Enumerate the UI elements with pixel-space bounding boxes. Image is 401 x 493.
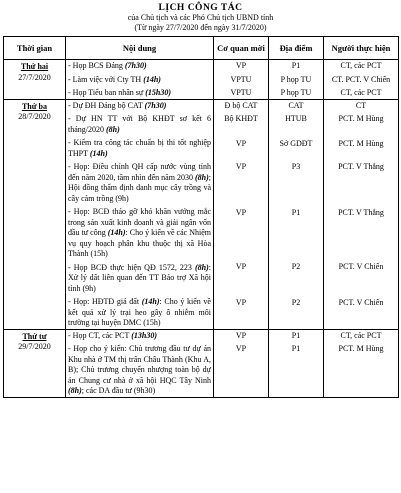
activity-post: ; Hội đồng thẩm định danh mục cây trồng và cây cảm trồng (9h) bbox=[68, 172, 211, 203]
cell-content bbox=[66, 60, 214, 100]
activity-place: P1 bbox=[291, 330, 301, 340]
activity-item bbox=[68, 61, 211, 72]
activity-time: (8h) bbox=[194, 172, 209, 182]
activity-invited: VP bbox=[235, 138, 247, 148]
activity-place: P họp TU bbox=[280, 74, 312, 84]
activity-item bbox=[68, 138, 211, 159]
activity-item bbox=[68, 162, 211, 204]
activity-pre: - Họp cho ý kiến: Chủ trương đầu tư dự án Khu nhà ở TM thị trấn Châu Thành (Khu A, B); Chủ trương chuyển nhượng toàn bộ dự án Chung cư nhà ở xã hội HQC Tây Ninh bbox=[68, 344, 211, 385]
activity-time: (8h) bbox=[194, 262, 209, 272]
table-header-row bbox=[4, 37, 399, 60]
col-header-place: Địa điểm bbox=[269, 37, 324, 60]
day-row bbox=[4, 60, 399, 100]
activity-person: PCT. M Hùng bbox=[338, 344, 384, 353]
activity-pre: - Họp CT, các PCT bbox=[68, 330, 132, 340]
activity-time: (13h30) bbox=[131, 330, 158, 340]
activity-place: P họp TU bbox=[280, 88, 312, 97]
activity-place: CAT bbox=[288, 100, 304, 110]
activity-pre: - Họp Tiểu ban nhân sự bbox=[68, 88, 146, 97]
activity-place: P1 bbox=[291, 344, 301, 353]
day-date: 29/7/2020 bbox=[18, 342, 51, 351]
document-date-range: (Từ ngày 27/7/2020 đến ngày 31/7/2020) bbox=[134, 23, 267, 32]
activity-pre: - Họp: BCĐ tháo gỡ khó khăn vướng mắc trong sản xuất kinh doanh và giải ngân vốn đầu tư công bbox=[68, 207, 211, 237]
day-name: Thứ hai bbox=[20, 62, 49, 71]
activity-person: PCT. V Thắng bbox=[338, 207, 384, 217]
activity-pre: - Họp: HĐTĐ giá đất bbox=[68, 297, 142, 306]
day-cell bbox=[4, 99, 66, 329]
activity-item bbox=[68, 297, 211, 329]
day-date: 28/7/2020 bbox=[18, 112, 51, 121]
activity-item bbox=[68, 331, 211, 342]
activity-invited: VPTU bbox=[230, 74, 252, 84]
cell-invited bbox=[214, 329, 269, 397]
activity-pre: - Làm việc với Cty TH bbox=[68, 74, 144, 84]
activity-invited: Đ bộ CAT bbox=[224, 100, 258, 110]
col-header-time: Thời gian bbox=[4, 37, 66, 60]
activity-post: ; các DA đầu tư (9h30) bbox=[81, 386, 156, 395]
activity-place: Sở GDĐT bbox=[279, 138, 313, 148]
activity-invited: Bộ KHĐT bbox=[224, 114, 258, 123]
cell-place bbox=[269, 329, 324, 397]
activity-place: P1 bbox=[291, 207, 301, 217]
activity-pre: - Dự HN TT với Bộ KHĐT sơ kết 6 tháng/2020 bbox=[68, 114, 211, 134]
activity-item bbox=[68, 344, 211, 397]
activity-invited: VP bbox=[235, 162, 247, 171]
activity-time: (8h) bbox=[106, 124, 120, 134]
cell-invited bbox=[214, 99, 269, 329]
activity-time: (8h) bbox=[68, 386, 82, 395]
activity-invited: VP bbox=[235, 344, 247, 353]
activity-item bbox=[68, 114, 211, 135]
cell-content bbox=[66, 329, 214, 397]
activity-time: (7h30) bbox=[144, 100, 167, 110]
activity-item bbox=[68, 88, 211, 99]
document-title: LỊCH CÔNG TÁC bbox=[158, 3, 243, 13]
activity-place: P2 bbox=[291, 262, 301, 271]
activity-item bbox=[68, 207, 211, 260]
cell-invited bbox=[214, 60, 269, 100]
activity-person: CT, các PCT bbox=[340, 88, 382, 97]
day-name: Thứ ba bbox=[21, 101, 48, 111]
activity-pre: - Họp BCĐ thực hiện QĐ 1572, 223 bbox=[68, 262, 195, 272]
activity-time: (14h) bbox=[143, 74, 161, 84]
activity-time: (7h30) bbox=[124, 61, 147, 70]
document-header bbox=[0, 0, 401, 33]
cell-person bbox=[324, 60, 399, 100]
activity-invited: VP bbox=[235, 297, 247, 307]
cell-content bbox=[66, 99, 214, 329]
activity-pre: - Kiểm tra công tác chuẩn bị thi tốt nghiệp THPT bbox=[68, 138, 211, 158]
col-header-content: Nội dung bbox=[66, 37, 214, 60]
cell-place bbox=[269, 60, 324, 100]
cell-person bbox=[324, 99, 399, 329]
activity-item bbox=[68, 75, 211, 86]
activity-time: (14h) bbox=[107, 228, 126, 237]
activity-pre: - Họp BCS Đảng bbox=[68, 61, 125, 70]
activity-place: P2 bbox=[291, 297, 301, 307]
col-header-person: Người thực hiện bbox=[324, 37, 399, 60]
activity-item bbox=[68, 101, 211, 112]
activity-invited: VP bbox=[235, 330, 247, 340]
activity-person: CT, các PCT bbox=[340, 330, 382, 340]
activity-invited: VPTU bbox=[230, 88, 252, 97]
activity-person: PCT. V Thắng bbox=[338, 162, 384, 171]
activity-invited: VP bbox=[235, 262, 247, 271]
day-cell bbox=[4, 60, 66, 100]
activity-post: : Cho ý kiến về kết quả xử lý trại heo gây ô nhiễm môi trường tại huyện DMC (15h) bbox=[68, 297, 211, 327]
activity-person: CT. PCT. V Chiến bbox=[331, 74, 391, 84]
activity-person: PCT. M Hùng bbox=[338, 114, 384, 123]
activity-person: PCT. M Hùng bbox=[338, 138, 384, 148]
activity-invited: VP bbox=[235, 207, 247, 217]
activity-place: P3 bbox=[291, 162, 301, 171]
activity-post: : Xử lý dất liên quan đến TT Bảo trợ Xã hội tỉnh (9h) bbox=[68, 262, 211, 293]
activity-time: (14h) bbox=[89, 148, 108, 158]
activity-place: P1 bbox=[291, 61, 301, 70]
day-row bbox=[4, 99, 399, 329]
activity-person: CT, các PCT bbox=[340, 61, 382, 70]
activity-invited: VP bbox=[235, 61, 247, 70]
document-subtitle: của Chủ tịch và các Phó Chủ tịch UBND tỉnh bbox=[127, 13, 274, 22]
activity-person: PCT. V Chiến bbox=[338, 262, 384, 271]
activity-pre: - Dự ĐH Đảng bộ CAT bbox=[68, 100, 145, 110]
cell-person bbox=[324, 329, 399, 397]
activity-item bbox=[68, 263, 211, 295]
day-name: Thứ tư bbox=[22, 331, 47, 341]
activity-pre: - Họp: Điều chỉnh QH cấp nước vùng tỉnh đến năm 2020, tầm nhìn đến năm 2030 bbox=[68, 162, 211, 182]
activity-person: CT bbox=[355, 100, 367, 110]
activity-person: PCT. V Chiến bbox=[338, 297, 384, 307]
schedule-table bbox=[3, 36, 399, 398]
activity-place: HTUB bbox=[285, 114, 307, 123]
day-date: 27/7/2020 bbox=[18, 72, 51, 82]
day-cell bbox=[4, 329, 66, 397]
col-header-invited: Cơ quan mời bbox=[214, 37, 269, 60]
activity-time: (15h30) bbox=[145, 88, 172, 97]
day-row bbox=[4, 329, 399, 397]
activity-post: : Cho ý kiến về các Nhiệm vụ quy hoạch phân khu thuộc thị xã Hòa Thành (15h) bbox=[68, 228, 211, 258]
activity-time: (14h) bbox=[141, 297, 160, 306]
cell-place bbox=[269, 99, 324, 329]
